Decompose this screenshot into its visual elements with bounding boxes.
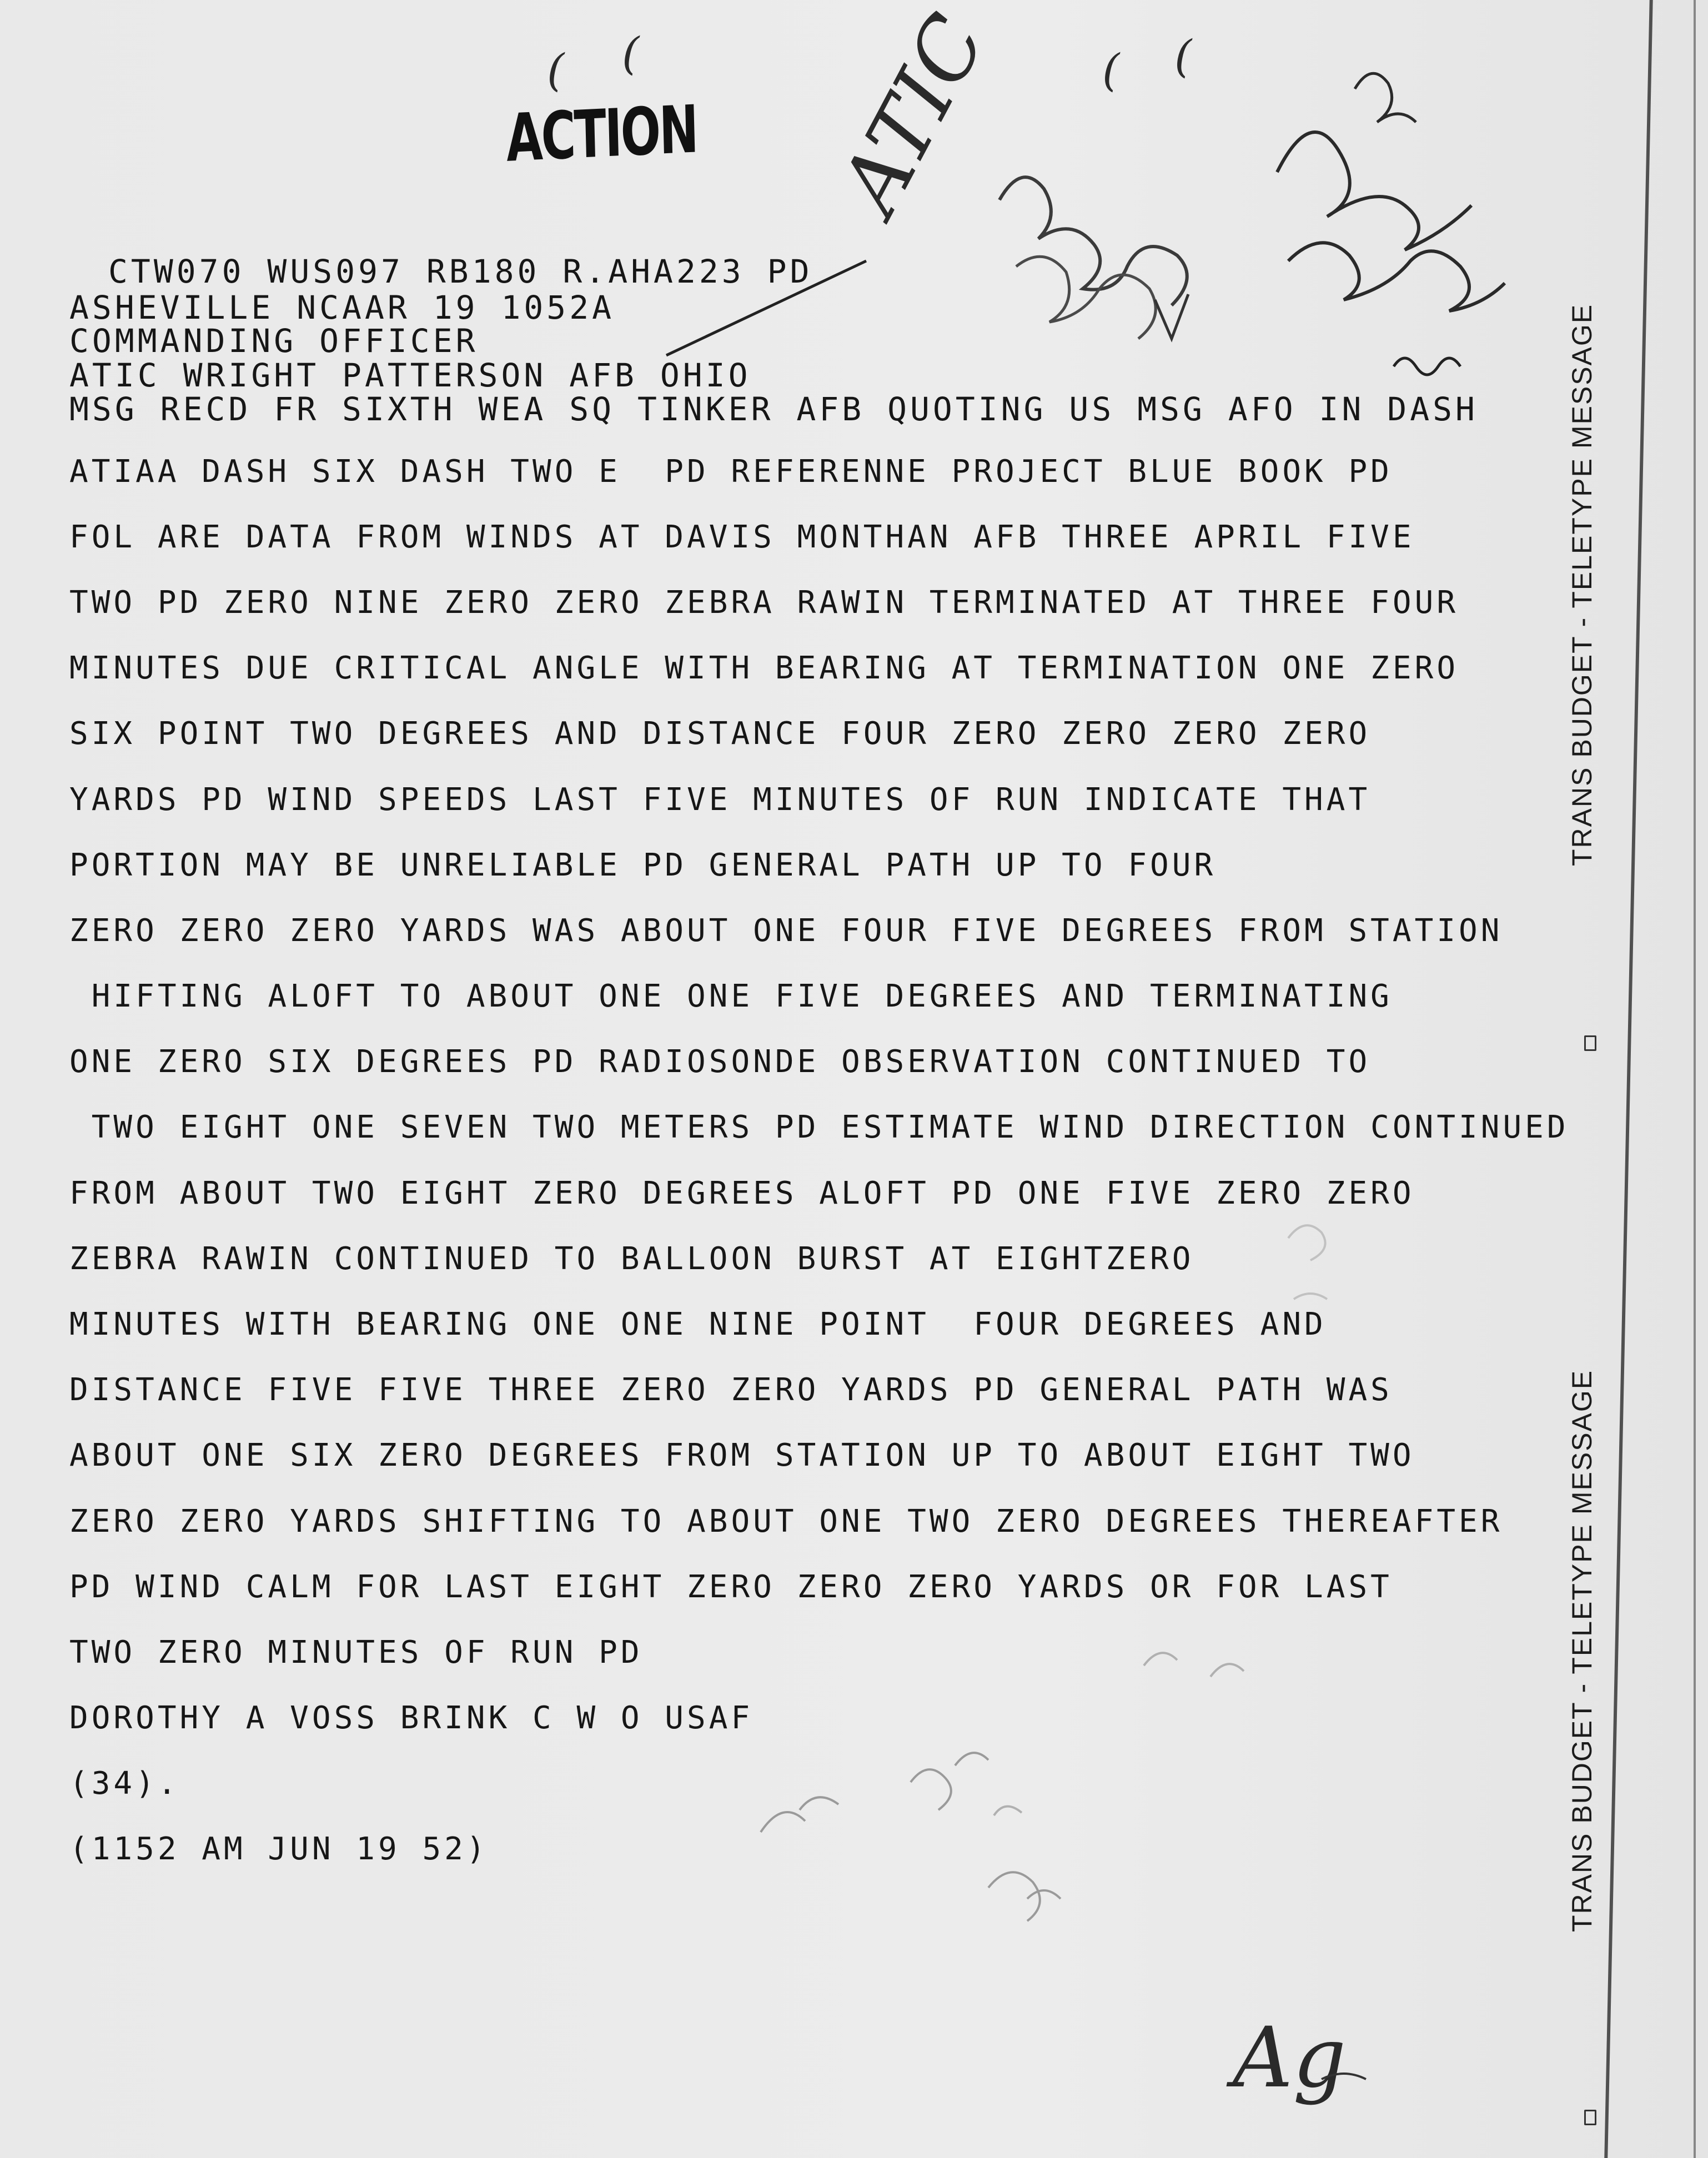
header-routing-line: CTW070 WUS097 RB180 R.AHA223 PD	[108, 253, 813, 290]
handwritten-squiggle	[1394, 358, 1460, 375]
handwritten-scrawl-5	[1355, 73, 1416, 122]
body-line: FROM ABOUT TWO EIGHT ZERO DEGREES ALOFT PD ONE FIVE ZERO ZERO	[69, 1175, 1415, 1211]
header-subject-line: MSG RECD FR SIXTH WEA SQ TINKER AFB QUOTING US MSG AFO IN DASH	[69, 390, 1478, 428]
handwritten-scrawl-3	[1277, 132, 1471, 250]
handwritten-v-mark	[1155, 294, 1188, 339]
handwritten-scrawl-1	[999, 177, 1187, 305]
body-line: TWO ZERO MINUTES OF RUN PD	[69, 1634, 643, 1671]
header-address-line: ATIC WRIGHT PATTERSON AFB OHIO	[69, 356, 751, 394]
body-line: FOL ARE DATA FROM WINDS AT DAVIS MONTHAN AFB THREE APRIL FIVE	[69, 519, 1415, 555]
header-addressee-line: COMMANDING OFFICER	[69, 322, 479, 360]
body-line: TWO EIGHT ONE SEVEN TWO METERS PD ESTIMATE WIND DIRECTION CONTINUED	[69, 1109, 1569, 1145]
body-line: ZERO ZERO ZERO YARDS WAS ABOUT ONE FOUR FIVE DEGREES FROM STATION	[69, 913, 1503, 949]
side-label-top: TRANS BUDGET - TELETYPE MESSAGE	[1566, 303, 1598, 866]
action-stamp: ACTION	[505, 90, 698, 177]
handwritten-initials: Ag	[1233, 2010, 1347, 2106]
handwritten-paren-1: (	[547, 44, 565, 96]
body-line: SIX POINT TWO DEGREES AND DISTANCE FOUR ZERO ZERO ZERO ZERO	[69, 716, 1371, 752]
signature-line: DOROTHY A VOSS BRINK C W O USAF	[69, 1700, 753, 1736]
body-line: MINUTES WITH BEARING ONE ONE NINE POINT FOUR DEGREES AND	[69, 1306, 1327, 1342]
initials-underline	[1322, 2074, 1366, 2079]
handwritten-scrawl-2	[1016, 256, 1156, 339]
body-line: PORTION MAY BE UNRELIABLE PD GENERAL PATH UP TO FOUR	[69, 847, 1217, 883]
body-line: PD WIND CALM FOR LAST EIGHT ZERO ZERO ZERO YARDS OR FOR LAST	[69, 1569, 1393, 1605]
body-line: MINUTES DUE CRITICAL ANGLE WITH BEARING AT TERMINATION ONE ZERO	[69, 650, 1459, 686]
body-line: HIFTING ALOFT TO ABOUT ONE ONE FIVE DEGREES AND TERMINATING	[69, 978, 1393, 1014]
body-line: ONE ZERO SIX DEGREES PD RADIOSONDE OBSERVATION CONTINUED TO	[69, 1044, 1371, 1080]
handwritten-paren-4: (	[1174, 31, 1192, 82]
side-box-marker	[1584, 1035, 1596, 1051]
faint-mark-center	[1288, 1225, 1327, 1299]
handwritten-paren-2: (	[622, 28, 640, 79]
body-line: DISTANCE FIVE FIVE THREE ZERO ZERO YARDS PD GENERAL PATH WAS	[69, 1372, 1393, 1408]
header-origin-line: ASHEVILLE NCAAR 19 1052A	[69, 289, 615, 326]
body-line: ZEBRA RAWIN CONTINUED TO BALLOON BURST AT EIGHTZERO	[69, 1241, 1194, 1277]
faint-stamp-numbers-2	[994, 1653, 1244, 1815]
timestamp-line: (1152 AM JUN 19 52)	[69, 1831, 489, 1867]
body-line: ABOUT ONE SIX ZERO DEGREES FROM STATION UP TO ABOUT EIGHT TWO	[69, 1437, 1415, 1473]
faint-stamp-numbers	[761, 1753, 1061, 1921]
handwritten-scrawl-4	[1288, 243, 1505, 311]
body-line: ZERO ZERO YARDS SHIFTING TO ABOUT ONE TWO ZERO DEGREES THEREAFTER	[69, 1503, 1503, 1540]
body-line: YARDS PD WIND SPEEDS LAST FIVE MINUTES OF RUN INDICATE THAT	[69, 782, 1371, 818]
side-box-marker-bottom	[1584, 2110, 1596, 2125]
handwritten-atic: ATIC	[822, 0, 1005, 229]
body-line: TWO PD ZERO NINE ZERO ZERO ZEBRA RAWIN TERMINATED AT THREE FOUR	[69, 585, 1459, 621]
word-count-line: (34).	[69, 1765, 180, 1802]
side-label-bottom: TRANS BUDGET - TELETYPE MESSAGE	[1566, 1369, 1598, 1932]
body-line: ATIAA DASH SIX DASH TWO E PD REFERENNE PROJECT BLUE BOOK PD	[69, 454, 1393, 490]
handwritten-paren-3: (	[1102, 44, 1120, 96]
